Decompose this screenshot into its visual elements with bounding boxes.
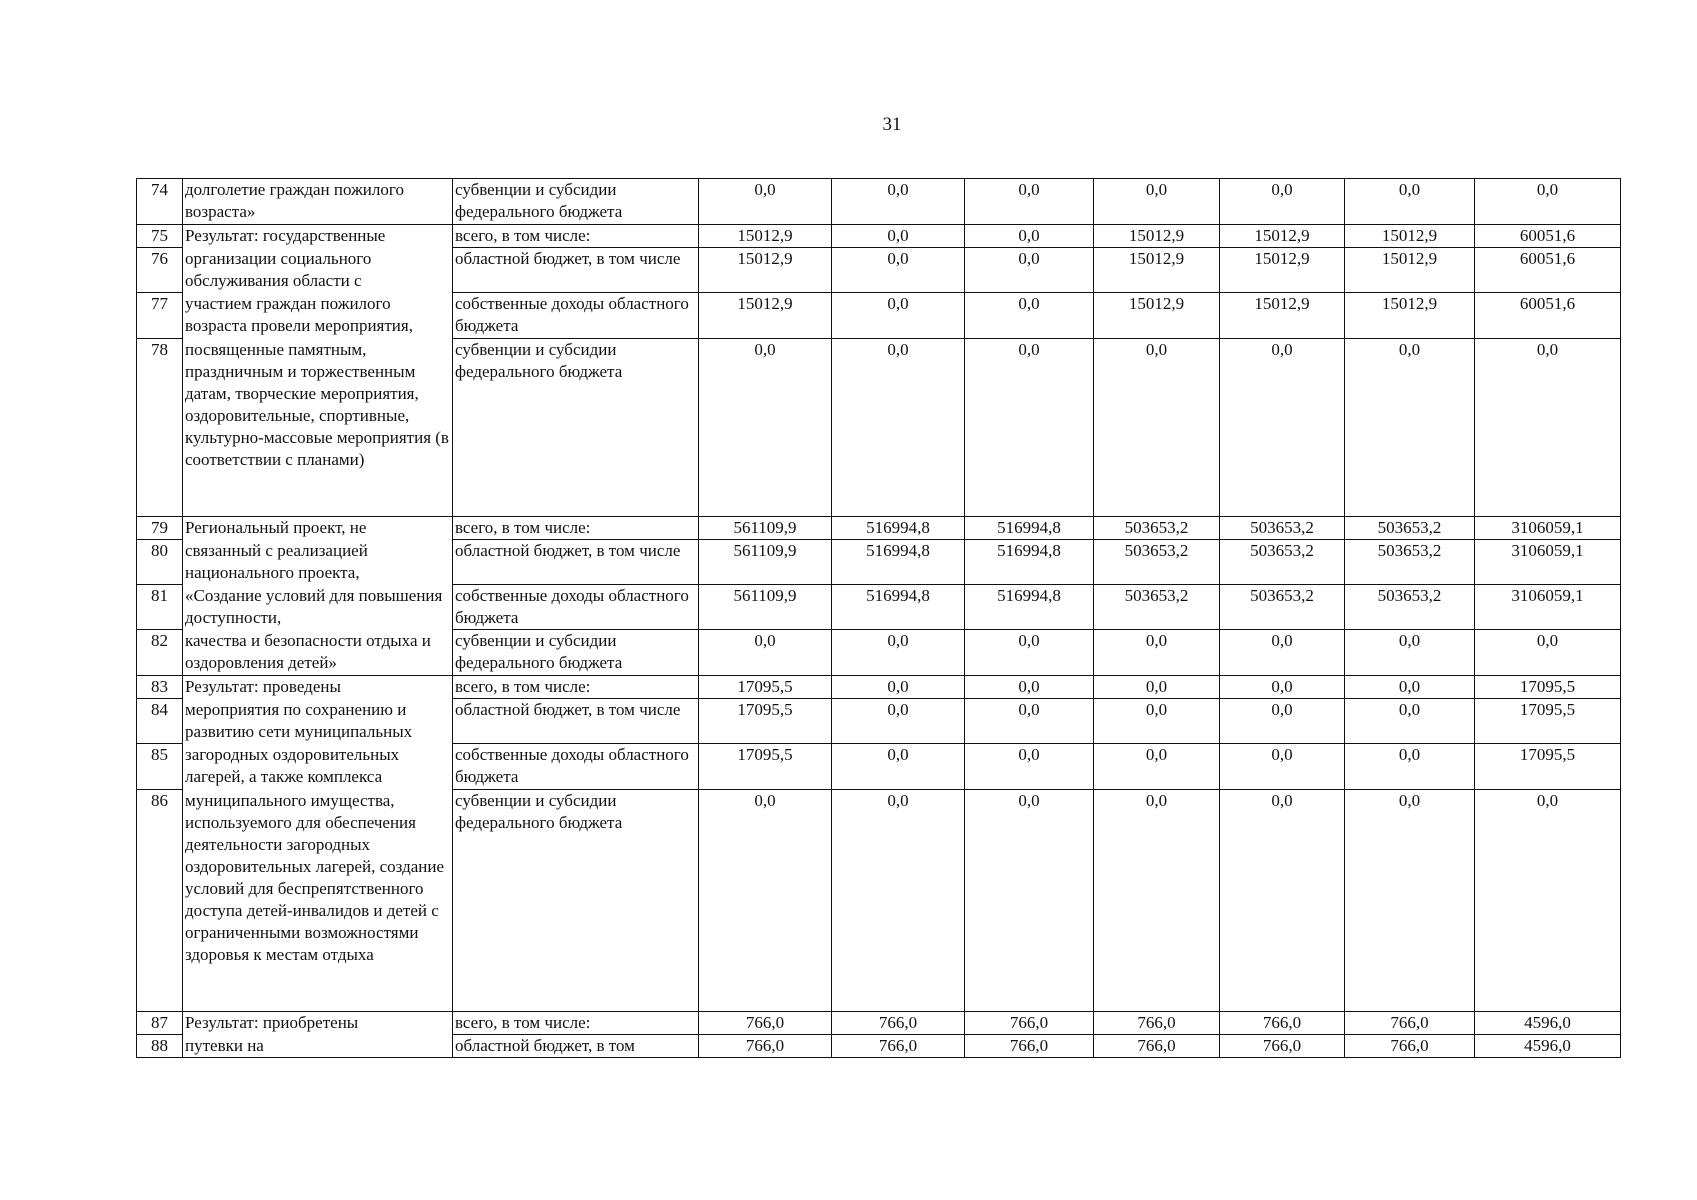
year-value: 516994,8 <box>965 585 1094 630</box>
budget-table <box>136 178 1621 1058</box>
year-value: 766,0 <box>1345 1012 1475 1035</box>
budget-table-body <box>137 179 1621 1058</box>
item-description: посвященные памятным, праздничным и торжественным датам, творческие мероприятия, оздоровительные, спортивные, культурно-массовые мероприятия (в соответствии с планами) <box>183 339 453 517</box>
table-row <box>137 744 1621 790</box>
year-value: 503653,2 <box>1094 517 1220 540</box>
page-number: 31 <box>882 114 902 135</box>
row-number: 81 <box>137 585 183 630</box>
year-value: 766,0 <box>1220 1012 1345 1035</box>
item-description: качества и безопасности отдыха и оздоровления детей» <box>183 630 453 676</box>
total-value: 17095,5 <box>1475 744 1621 790</box>
year-value: 0,0 <box>1094 179 1220 225</box>
item-description: путевки на <box>183 1035 453 1058</box>
funding-source: областной бюджет, в том числе <box>453 540 699 585</box>
table-row <box>137 585 1621 630</box>
total-value: 3106059,1 <box>1475 540 1621 585</box>
year-value: 561109,9 <box>699 540 832 585</box>
year-value: 503653,2 <box>1220 540 1345 585</box>
item-description: загородных оздоровительных лагерей, а также комплекса <box>183 744 453 790</box>
funding-source: субвенции и субсидии федерального бюджета <box>453 790 699 1012</box>
year-value: 17095,5 <box>699 676 832 699</box>
year-value: 0,0 <box>699 339 832 517</box>
year-value: 516994,8 <box>832 585 965 630</box>
year-value: 0,0 <box>832 248 965 293</box>
year-value: 0,0 <box>1345 790 1475 1012</box>
year-value: 17095,5 <box>699 744 832 790</box>
table-row <box>137 517 1621 540</box>
year-value: 0,0 <box>965 248 1094 293</box>
year-value: 0,0 <box>1094 744 1220 790</box>
year-value: 0,0 <box>1345 676 1475 699</box>
year-value: 15012,9 <box>1345 225 1475 248</box>
item-description: «Создание условий для повышения доступности, <box>183 585 453 630</box>
total-value: 3106059,1 <box>1475 585 1621 630</box>
year-value: 766,0 <box>832 1035 965 1058</box>
year-value: 561109,9 <box>699 585 832 630</box>
year-value: 15012,9 <box>1220 293 1345 339</box>
table-row <box>137 179 1621 225</box>
year-value: 0,0 <box>1220 339 1345 517</box>
year-value: 503653,2 <box>1094 540 1220 585</box>
year-value: 0,0 <box>1220 630 1345 676</box>
year-value: 0,0 <box>965 293 1094 339</box>
funding-source: областной бюджет, в том числе <box>453 699 699 744</box>
year-value: 766,0 <box>1220 1035 1345 1058</box>
funding-source: субвенции и субсидии федерального бюджета <box>453 630 699 676</box>
year-value: 503653,2 <box>1094 585 1220 630</box>
table-row <box>137 293 1621 339</box>
item-description: мероприятия по сохранению и развитию сети муниципальных <box>183 699 453 744</box>
total-value: 3106059,1 <box>1475 517 1621 540</box>
year-value: 0,0 <box>832 225 965 248</box>
year-value: 766,0 <box>1094 1012 1220 1035</box>
funding-source: областной бюджет, в том <box>453 1035 699 1058</box>
total-value: 17095,5 <box>1475 676 1621 699</box>
year-value: 503653,2 <box>1220 517 1345 540</box>
year-value: 766,0 <box>699 1012 832 1035</box>
table-row <box>137 790 1621 1012</box>
row-number: 88 <box>137 1035 183 1058</box>
year-value: 0,0 <box>965 790 1094 1012</box>
total-value: 0,0 <box>1475 790 1621 1012</box>
table-row <box>137 1035 1621 1058</box>
year-value: 0,0 <box>1220 744 1345 790</box>
funding-source: субвенции и субсидии федерального бюджета <box>453 339 699 517</box>
year-value: 516994,8 <box>965 540 1094 585</box>
table-row <box>137 1012 1621 1035</box>
year-value: 15012,9 <box>699 225 832 248</box>
year-value: 516994,8 <box>965 517 1094 540</box>
year-value: 0,0 <box>965 699 1094 744</box>
year-value: 0,0 <box>832 293 965 339</box>
table-row <box>137 676 1621 699</box>
table-row <box>137 699 1621 744</box>
total-value: 17095,5 <box>1475 699 1621 744</box>
funding-source: собственные доходы областного бюджета <box>453 744 699 790</box>
year-value: 0,0 <box>699 179 832 225</box>
year-value: 0,0 <box>1220 179 1345 225</box>
funding-source: всего, в том числе: <box>453 676 699 699</box>
row-number: 82 <box>137 630 183 676</box>
item-description: Результат: проведены <box>183 676 453 699</box>
item-description: участием граждан пожилого возраста провели мероприятия, <box>183 293 453 339</box>
funding-source: собственные доходы областного бюджета <box>453 585 699 630</box>
funding-source: всего, в том числе: <box>453 1012 699 1035</box>
year-value: 0,0 <box>965 744 1094 790</box>
year-value: 15012,9 <box>1345 248 1475 293</box>
year-value: 766,0 <box>1345 1035 1475 1058</box>
funding-source: всего, в том числе: <box>453 225 699 248</box>
row-number: 76 <box>137 248 183 293</box>
year-value: 516994,8 <box>832 540 965 585</box>
total-value: 4596,0 <box>1475 1035 1621 1058</box>
year-value: 0,0 <box>832 699 965 744</box>
total-value: 0,0 <box>1475 339 1621 517</box>
year-value: 0,0 <box>1220 699 1345 744</box>
year-value: 0,0 <box>1345 699 1475 744</box>
row-number: 80 <box>137 540 183 585</box>
total-value: 60051,6 <box>1475 248 1621 293</box>
funding-source: собственные доходы областного бюджета <box>453 293 699 339</box>
total-value: 60051,6 <box>1475 225 1621 248</box>
year-value: 0,0 <box>1220 790 1345 1012</box>
row-number: 78 <box>137 339 183 517</box>
year-value: 0,0 <box>699 790 832 1012</box>
year-value: 0,0 <box>832 339 965 517</box>
year-value: 0,0 <box>1094 676 1220 699</box>
year-value: 0,0 <box>965 676 1094 699</box>
total-value: 0,0 <box>1475 630 1621 676</box>
year-value: 15012,9 <box>1220 225 1345 248</box>
year-value: 0,0 <box>699 630 832 676</box>
funding-source: областной бюджет, в том числе <box>453 248 699 293</box>
year-value: 0,0 <box>1094 699 1220 744</box>
total-value: 4596,0 <box>1475 1012 1621 1035</box>
year-value: 0,0 <box>832 676 965 699</box>
row-number: 74 <box>137 179 183 225</box>
row-number: 79 <box>137 517 183 540</box>
year-value: 0,0 <box>1345 179 1475 225</box>
year-value: 766,0 <box>1094 1035 1220 1058</box>
funding-source: субвенции и субсидии федерального бюджета <box>453 179 699 225</box>
year-value: 0,0 <box>1094 790 1220 1012</box>
item-description: Региональный проект, не <box>183 517 453 540</box>
year-value: 0,0 <box>965 179 1094 225</box>
row-number: 87 <box>137 1012 183 1035</box>
table-row <box>137 630 1621 676</box>
table-row <box>137 339 1621 517</box>
year-value: 15012,9 <box>1345 293 1475 339</box>
year-value: 766,0 <box>832 1012 965 1035</box>
year-value: 766,0 <box>699 1035 832 1058</box>
row-number: 75 <box>137 225 183 248</box>
year-value: 0,0 <box>832 790 965 1012</box>
year-value: 503653,2 <box>1220 585 1345 630</box>
year-value: 15012,9 <box>699 293 832 339</box>
item-description: связанный с реализацией национального проекта, <box>183 540 453 585</box>
funding-source: всего, в том числе: <box>453 517 699 540</box>
item-description: долголетие граждан пожилого возраста» <box>183 179 453 225</box>
year-value: 0,0 <box>1220 676 1345 699</box>
item-description: муниципального имущества, используемого для обеспечения деятельности загородных оздоровительных лагерей, создание условий для беспрепятственного доступа детей-инвалидов и детей с ограниченными возможностями здоровья к местам отдыха <box>183 790 453 1012</box>
year-value: 503653,2 <box>1345 517 1475 540</box>
row-number: 83 <box>137 676 183 699</box>
year-value: 0,0 <box>1345 744 1475 790</box>
year-value: 0,0 <box>832 744 965 790</box>
year-value: 0,0 <box>832 179 965 225</box>
year-value: 17095,5 <box>699 699 832 744</box>
year-value: 0,0 <box>965 339 1094 517</box>
year-value: 503653,2 <box>1345 540 1475 585</box>
year-value: 15012,9 <box>1094 248 1220 293</box>
total-value: 0,0 <box>1475 179 1621 225</box>
total-value: 60051,6 <box>1475 293 1621 339</box>
year-value: 503653,2 <box>1345 585 1475 630</box>
row-number: 77 <box>137 293 183 339</box>
table-row <box>137 248 1621 293</box>
year-value: 0,0 <box>1094 630 1220 676</box>
row-number: 86 <box>137 790 183 1012</box>
row-number: 84 <box>137 699 183 744</box>
item-description: организации социального обслуживания области с <box>183 248 453 293</box>
item-description: Результат: государственные <box>183 225 453 248</box>
item-description: Результат: приобретены <box>183 1012 453 1035</box>
year-value: 0,0 <box>1094 339 1220 517</box>
year-value: 0,0 <box>832 630 965 676</box>
year-value: 516994,8 <box>832 517 965 540</box>
row-number: 85 <box>137 744 183 790</box>
year-value: 15012,9 <box>699 248 832 293</box>
table-row <box>137 540 1621 585</box>
year-value: 15012,9 <box>1094 293 1220 339</box>
year-value: 0,0 <box>965 225 1094 248</box>
year-value: 0,0 <box>1345 630 1475 676</box>
year-value: 15012,9 <box>1220 248 1345 293</box>
year-value: 766,0 <box>965 1012 1094 1035</box>
year-value: 0,0 <box>1345 339 1475 517</box>
year-value: 0,0 <box>965 630 1094 676</box>
year-value: 561109,9 <box>699 517 832 540</box>
year-value: 766,0 <box>965 1035 1094 1058</box>
table-row <box>137 225 1621 248</box>
year-value: 15012,9 <box>1094 225 1220 248</box>
